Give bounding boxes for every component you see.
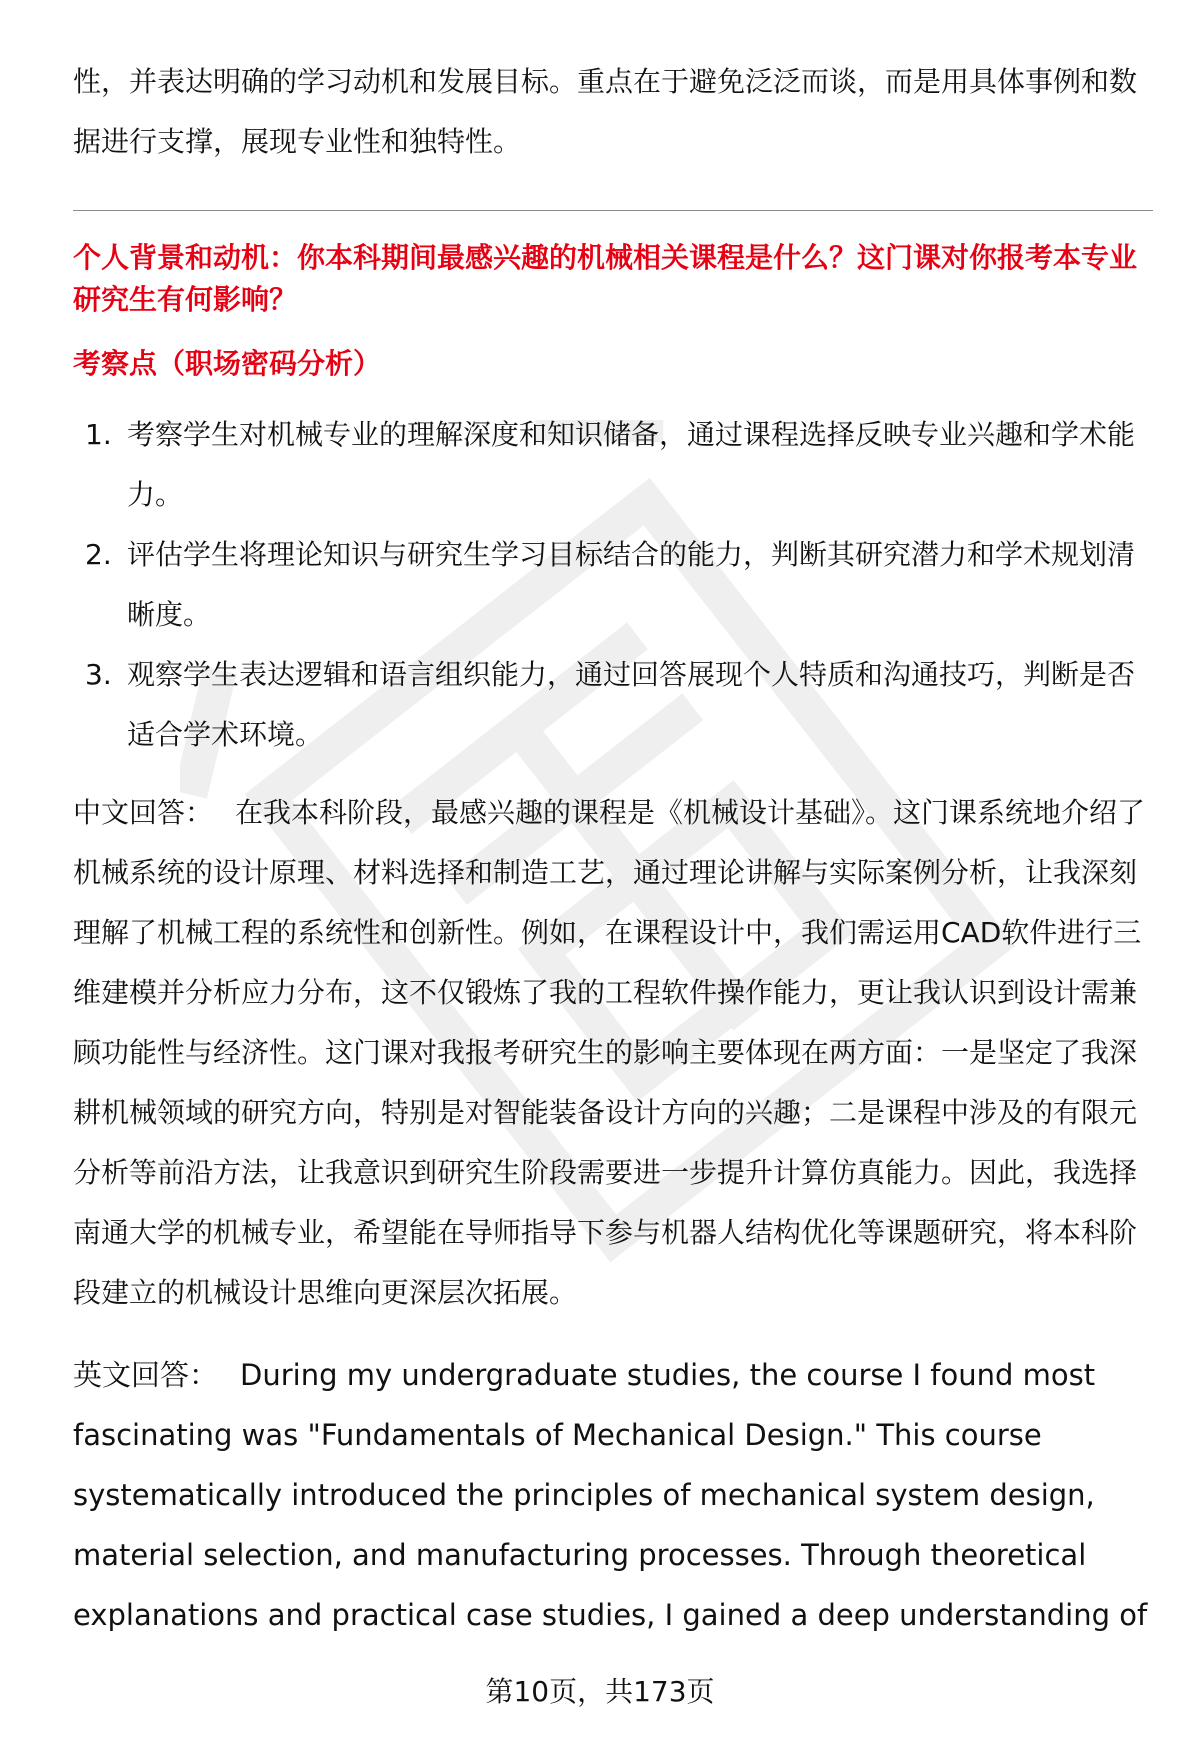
chinese-answer	[73, 783, 1153, 1323]
section-divider	[73, 210, 1153, 211]
assessment-heading: 考察点（职场密码分析）	[73, 347, 382, 380]
chinese-answer-text: 在我本科阶段，最感兴趣的课程是《机械设计基础》。这门课系统地介绍了机械系统的设计原理、材料选择和制造工艺，通过理论讲解与实际案例分析，让我深刻理解了机械工程的系统性和创新性。例如，在课程设计中，我们需运用CAD软件进行三维建模并分析应力分布，这不仅锻炼了我的工程软件操作能力，更让我认识到设计需兼顾功能性与经济性。这门课对我报考研究生的影响主要体现在两方面：一是坚定了我深耕机械领域的研究方向，特别是对智能装备设计方向的兴趣；二是课程中涉及的有限元分析等前沿方法，让我意识到研究生阶段需要进一步提升计算仿真能力。因此，我选择南通大学的机械专业，希望能在导师指导下参与机器人结构优化等课题研究，将本科阶段建立的机械设计思维向更深层次拓展。	[73, 796, 1146, 1309]
list-item-text: 观察学生表达逻辑和语言组织能力，通过回答展现个人特质和沟通技巧，判断是否适合学术环境。	[127, 658, 1136, 751]
assessment-points-list	[73, 405, 1153, 765]
list-item	[73, 405, 1153, 525]
english-answer-label: 英文回答：	[73, 1358, 219, 1392]
english-answer	[73, 1345, 1153, 1645]
list-item	[73, 525, 1153, 645]
list-item-text: 考察学生对机械专业的理解深度和知识储备，通过课程选择反映专业兴趣和学术能力。	[127, 418, 1136, 511]
list-item-text: 评估学生将理论知识与研究生学习目标结合的能力，判断其研究潜力和学术规划清晰度。	[127, 538, 1136, 631]
intro-paragraph: 性，并表达明确的学习动机和发展目标。重点在于避免泛泛而谈，而是用具体事例和数据进行支撑，展现专业性和独特性。	[73, 65, 1138, 158]
list-item	[73, 645, 1153, 765]
list-item-number: 2.	[85, 538, 112, 571]
question-heading: 个人背景和动机：你本科期间最感兴趣的机械相关课程是什么？这门课对你报考本专业研究生有何影响？	[73, 241, 1138, 316]
list-item-number: 1.	[85, 418, 112, 451]
chinese-answer-label: 中文回答：	[73, 796, 214, 829]
document-body	[73, 52, 1153, 1645]
page-number: 第10页，共173页	[485, 1675, 715, 1708]
english-answer-text: During my undergraduate studies, the course I found most fascinating was "Fundamentals of Mechanical Design." This course systematically introduced the principles of mechanical system design, material selection, and manufacturing processes. Through theoretical explanations and practical case studies, I gained a deep understanding of	[73, 1358, 1148, 1632]
list-item-number: 3.	[85, 658, 112, 691]
